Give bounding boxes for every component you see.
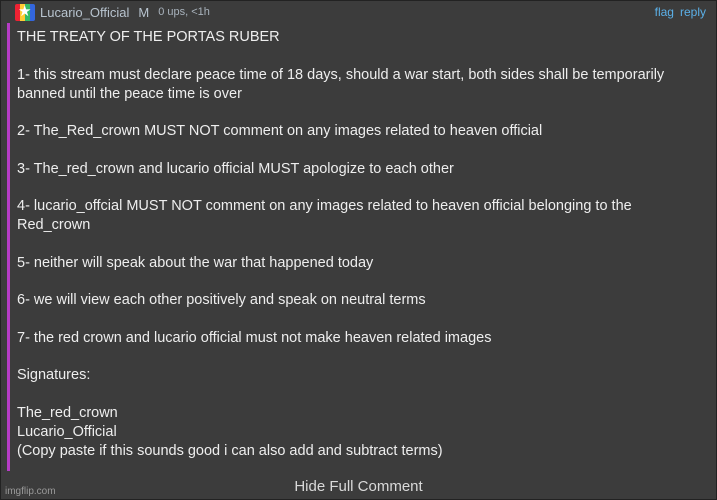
comment-accent-bar bbox=[7, 23, 10, 471]
comment-author[interactable]: Lucario_Official bbox=[40, 4, 130, 20]
hide-full-comment-button[interactable]: Hide Full Comment bbox=[294, 478, 423, 495]
treaty-rule-1: 1- this stream must declare peace time of 18 days, should a war start, both sides shall be temporarily banned until the peace time is over bbox=[17, 66, 665, 102]
signatures-heading: Signatures: bbox=[17, 367, 91, 383]
comment-actions bbox=[655, 5, 706, 19]
treaty-rule-5: 5- neither will speak about the war that happened today bbox=[17, 254, 374, 271]
comment-meta: 0 ups, <1h bbox=[158, 6, 210, 18]
reply-link[interactable]: reply bbox=[679, 5, 706, 19]
comment-body bbox=[17, 28, 707, 461]
comment-header bbox=[15, 3, 706, 21]
flag-link[interactable]: flag bbox=[654, 5, 674, 19]
signature-line: Lucario_Official bbox=[17, 423, 117, 440]
treaty-rule-2: 2- The_Red_crown MUST NOT comment on any images related to heaven official bbox=[17, 123, 543, 139]
signature-line: The_red_crown bbox=[17, 404, 118, 421]
treaty-rule-7: 7- the red crown and lucario official must not make heaven related images bbox=[17, 329, 492, 346]
comment-title: THE TREATY OF THE PORTAS RUBER bbox=[17, 29, 280, 45]
closing-note: (Copy paste if this sounds good i can also add and subtract terms) bbox=[17, 442, 443, 459]
treaty-rule-6: 6- we will view each other positively and speak on neutral terms bbox=[17, 292, 426, 308]
treaty-rule-3: 3- The_red_crown and lucario official MUST apologize to each other bbox=[17, 160, 454, 177]
imgflip-watermark: imgflip.com bbox=[5, 486, 56, 497]
treaty-rule-4: 4- lucario_offcial MUST NOT comment on any images related to heaven official belonging to the Red_crown bbox=[17, 198, 632, 233]
mod-badge: M bbox=[138, 4, 150, 20]
rainbow-star-avatar-icon[interactable]: ★ bbox=[15, 4, 35, 21]
